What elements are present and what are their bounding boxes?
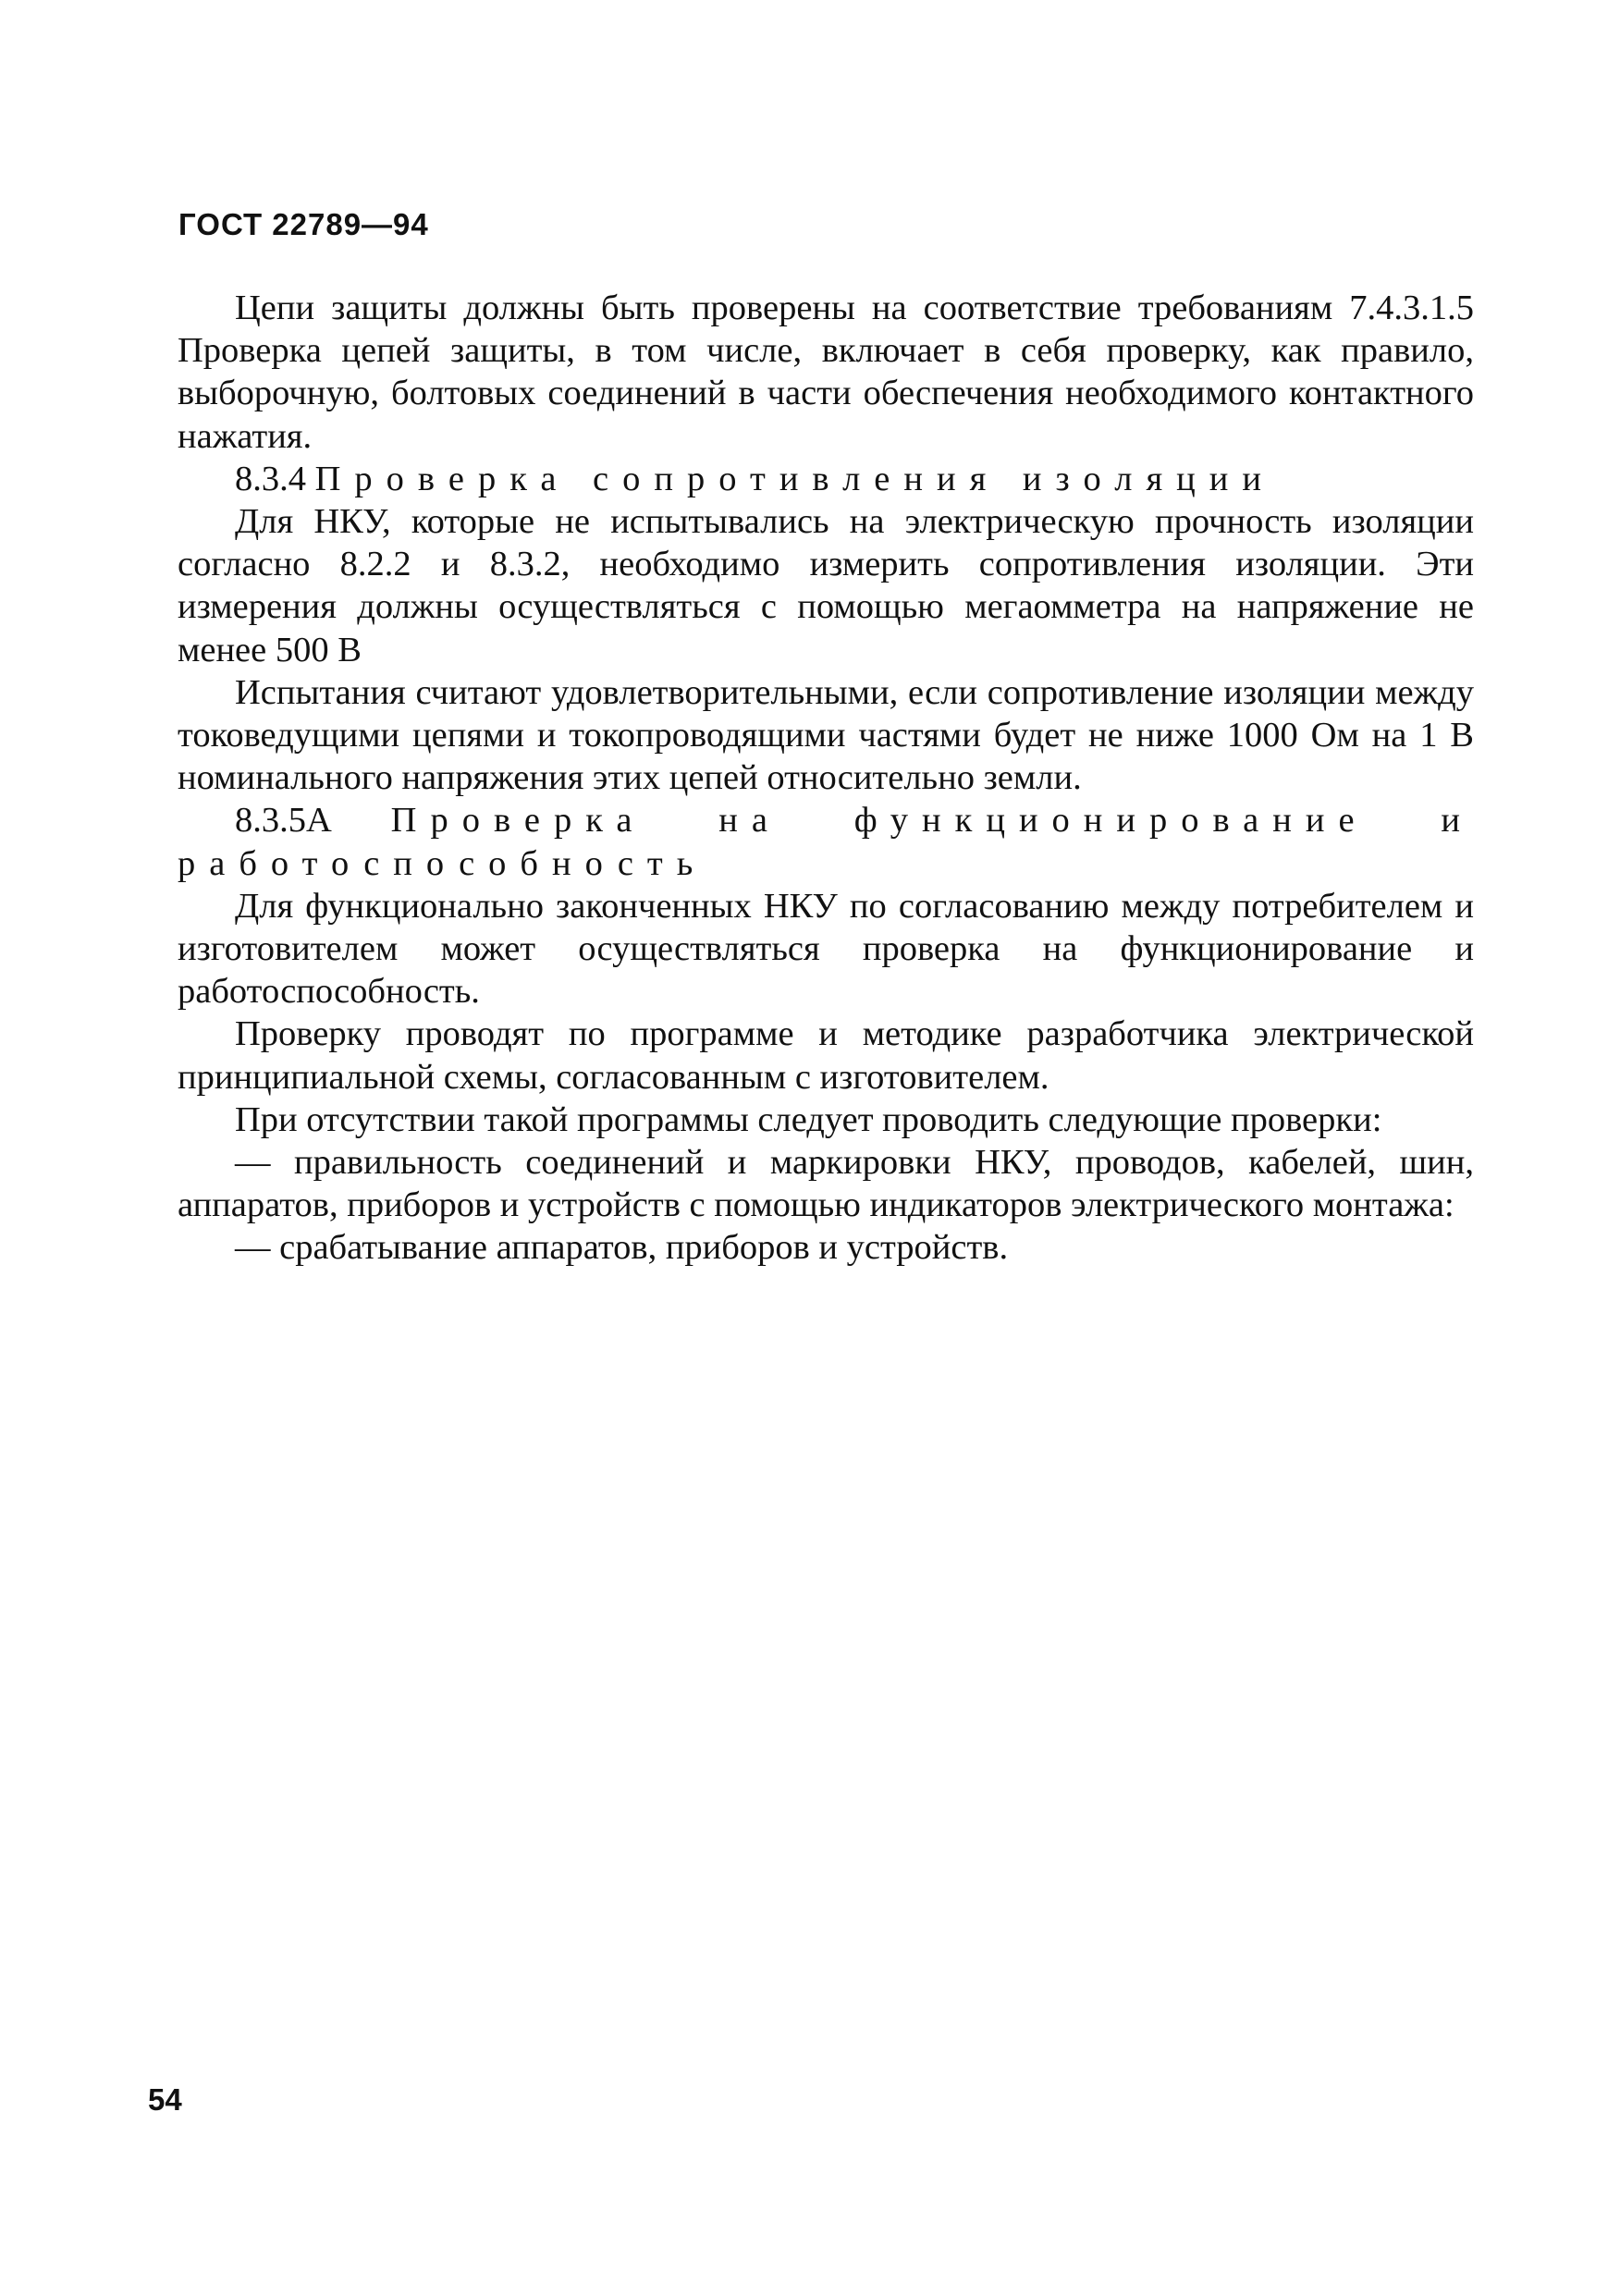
- section-heading-8-3-5a: [178, 799, 1474, 884]
- list-item-operation-check: — срабатывание аппаратов, приборов и устройств.: [235, 1228, 1009, 1268]
- page-number: 54: [148, 2082, 182, 2117]
- section-heading-8-3-4: [178, 458, 1474, 500]
- paragraph-protection-circuits: Цепи защиты должны быть проверены на соответствие требованиям 7.4.3.1.5 Проверка цепей защиты, в том числе, включает в себя проверку, как правило, выборочную, болтовых соединений в части обеспечения необходимого контактного нажатия.: [178, 289, 1474, 456]
- section-title: Проверка сопротивления изоляции: [314, 459, 1275, 498]
- section-title: Проверка на функционирование и работоспособность: [178, 801, 1474, 883]
- section-number: 8.3.5А: [235, 801, 332, 841]
- paragraph-check-program: Проверку проводят по программе и методике разработчика электрической принципиальной схемы, согласованным с изготовителем.: [178, 1014, 1474, 1097]
- paragraph-insulation-measurement: Для НКУ, которые не испытывались на электрическую прочность изоляции согласно 8.2.2 и 8.3.2, необходимо измерить сопротивления изоляции. Эти измерения должны осуществляться с помощью мегаомметра на напряжение не менее 500 В: [178, 502, 1474, 669]
- paragraph-checks-intro: При отсутствии такой программы следует проводить следующие проверки:: [235, 1099, 1382, 1139]
- document-body: [178, 287, 1474, 1270]
- list-item-wiring-check: — правильность соединений и маркировки НКУ, проводов, кабелей, шин, аппаратов, приборов и устройств с помощью индикаторов электрического монтажа:: [178, 1143, 1474, 1225]
- section-number: 8.3.4: [235, 459, 306, 498]
- paragraph-test-criteria: Испытания считают удовлетворительными, если сопротивление изоляции между токоведущими цепями и токопроводящими частями будет не ниже 1000 Ом на 1 В номинального напряжения этих цепей относительно земли.: [178, 672, 1474, 798]
- document-code-header: ГОСТ 22789—94: [178, 207, 429, 241]
- paragraph-functional-check: Для функционально законченных НКУ по согласованию между потребителем и изготовителем может осуществляться проверка на функционирование и работоспособность.: [178, 886, 1474, 1012]
